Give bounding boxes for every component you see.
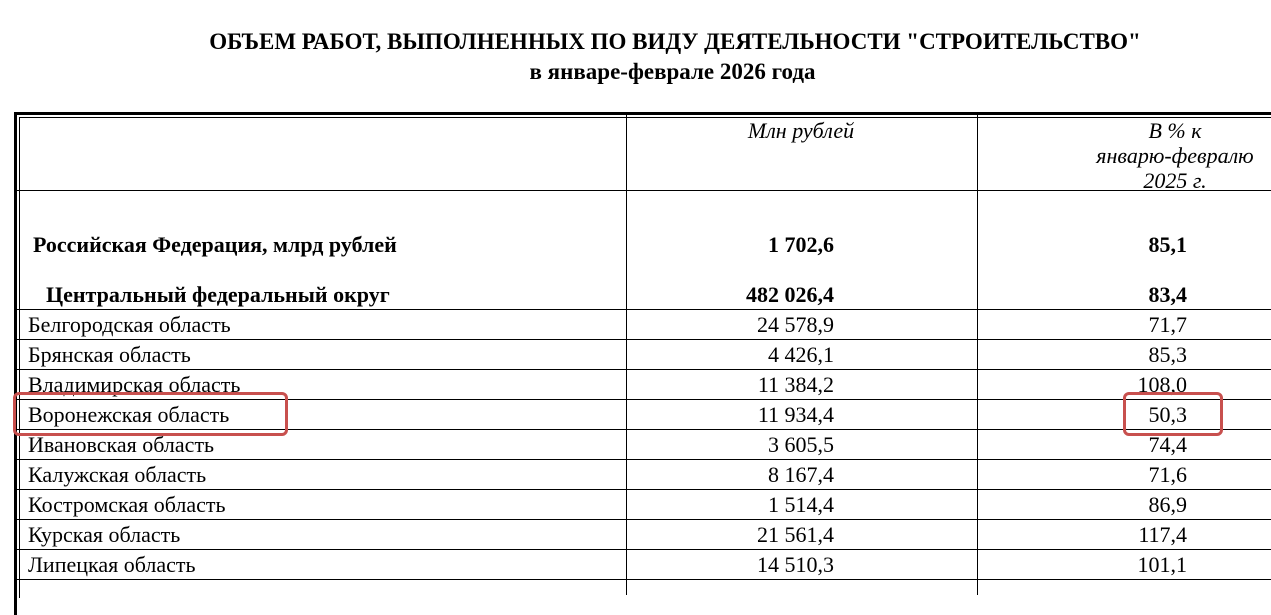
row-value-kaluga: 8 167,4 <box>768 462 834 487</box>
row-label-vladimir: Владимирская область <box>28 372 241 397</box>
row-percent-belgorod: 71,7 <box>1148 312 1187 337</box>
row-label-central-district: Центральный федеральный округ <box>46 282 390 307</box>
row-label-belgorod: Белгородская область <box>28 312 231 337</box>
header-percent-line1: В % к <box>1148 118 1202 143</box>
row-value-lipetsk: 14 510,3 <box>757 552 834 577</box>
row-divider <box>17 459 1271 460</box>
row-label-kaluga: Калужская область <box>28 462 207 487</box>
row-value-belgorod: 24 578,9 <box>757 312 834 337</box>
row-value-russian-federation: 1 702,6 <box>768 232 834 257</box>
row-label-russian-federation: Российская Федерация, млрд рублей <box>33 232 397 257</box>
row-percent-kursk: 117,4 <box>1138 522 1187 547</box>
header-percent-line2: январю-февралю <box>1096 143 1254 168</box>
row-value-kostroma: 1 514,4 <box>768 492 834 517</box>
column-divider-1 <box>626 115 627 595</box>
row-label-kostroma: Костромская область <box>28 492 226 517</box>
row-percent-central-district: 83,4 <box>1148 282 1187 307</box>
row-value-ivanovo: 3 605,5 <box>768 432 834 457</box>
header-value-column: Млн рублей <box>747 118 855 143</box>
row-value-kursk: 21 561,4 <box>757 522 834 547</box>
row-divider <box>17 489 1271 490</box>
row-divider <box>17 309 1271 310</box>
row-label-ivanovo: Ивановская область <box>28 432 215 457</box>
document-title: ОБЪЕМ РАБОТ, ВЫПОЛНЕННЫХ ПО ВИДУ ДЕЯТЕЛЬНОСТИ "СТРОИТЕЛЬСТВО" <box>209 29 1141 54</box>
header-percent-line3: 2025 г. <box>1143 168 1207 193</box>
row-value-voronezh: 11 934,4 <box>757 402 834 427</box>
row-percent-kaluga: 71,6 <box>1148 462 1187 487</box>
highlight-box-region <box>13 392 288 436</box>
row-label-voronezh: Воронежская область <box>28 402 230 427</box>
row-percent-ivanovo: 74,4 <box>1148 432 1187 457</box>
row-label-lipetsk: Липецкая область <box>28 552 196 577</box>
row-value-bryansk: 4 426,1 <box>768 342 834 367</box>
highlight-box-percent <box>1123 392 1223 436</box>
row-label-bryansk: Брянская область <box>28 342 191 367</box>
row-value-central-district: 482 026,4 <box>746 282 834 307</box>
row-percent-bryansk: 85,3 <box>1148 342 1187 367</box>
row-divider <box>17 339 1271 340</box>
row-divider <box>17 549 1271 550</box>
row-percent-vladimir: 108,0 <box>1137 372 1187 397</box>
row-percent-kostroma: 86,9 <box>1148 492 1187 517</box>
document-subtitle: в январе-феврале 2026 года <box>529 59 816 84</box>
row-percent-lipetsk: 101,1 <box>1137 552 1187 577</box>
row-divider <box>17 519 1271 520</box>
row-divider <box>17 369 1271 370</box>
row-label-kursk: Курская область <box>28 522 181 547</box>
row-percent-voronezh: 50,3 <box>1148 402 1187 427</box>
row-value-vladimir: 11 384,2 <box>757 372 834 397</box>
row-divider <box>17 579 1271 580</box>
column-divider-2 <box>977 115 978 595</box>
row-percent-russian-federation: 85,1 <box>1148 232 1187 257</box>
